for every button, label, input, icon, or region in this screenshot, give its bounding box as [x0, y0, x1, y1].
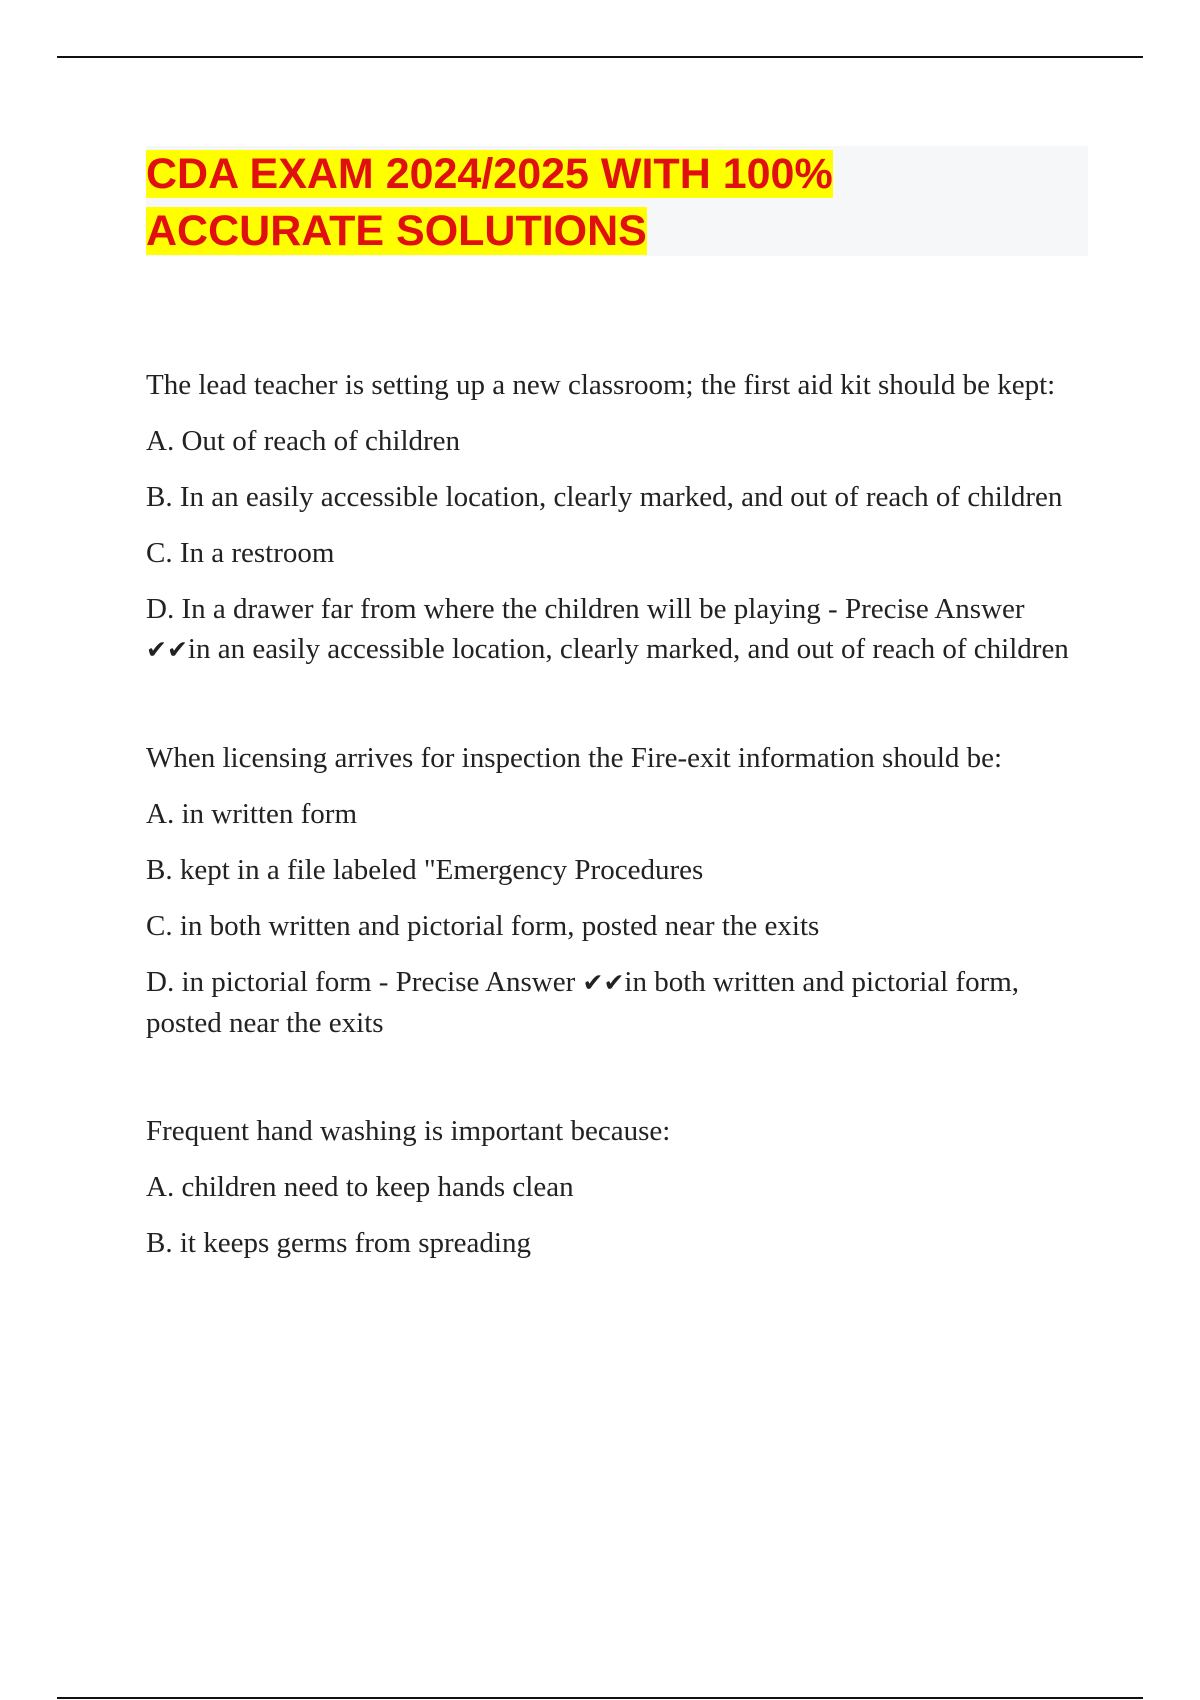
option-c: C. In a restroom	[146, 537, 335, 569]
title-line-2: ACCURATE SOLUTIONS	[146, 207, 647, 255]
check-mark-icon: ✔✔	[146, 635, 188, 664]
option-a: A. in written form	[146, 798, 358, 830]
precise-answer: in both written and pictorial form, posted near the exits	[146, 966, 1020, 1039]
question-text: The lead teacher is setting up a new classroom; the first aid kit should be kept:	[146, 369, 1056, 401]
title-line-1: CDA EXAM 2024/2025 WITH 100%	[146, 150, 833, 198]
question-3	[146, 1111, 1096, 1263]
option-d: D. in pictorial form - Precise Answer	[146, 966, 583, 998]
document-title	[146, 146, 1088, 260]
question-text: When licensing arrives for inspection the Fire-exit information should be:	[146, 742, 1003, 774]
option-b: B. it keeps germs from spreading	[146, 1227, 531, 1259]
option-d: D. In a drawer far from where the children will be playing - Precise Answer	[146, 593, 1025, 625]
question-list	[146, 365, 1096, 1279]
top-rule	[57, 56, 1143, 58]
precise-answer: in an easily accessible location, clearly marked, and out of reach of children	[187, 633, 1069, 665]
option-a: A. Out of reach of children	[146, 425, 461, 457]
bottom-rule	[57, 1697, 1143, 1699]
option-d-with-answer	[146, 962, 1096, 1043]
option-d-with-answer	[146, 589, 1096, 670]
question-1	[146, 365, 1096, 670]
title-block	[146, 146, 1088, 256]
check-mark-icon: ✔✔	[582, 968, 625, 997]
question-2	[146, 738, 1096, 1043]
option-b: B. kept in a file labeled "Emergency Procedures	[146, 854, 704, 886]
question-text: Frequent hand washing is important because:	[146, 1115, 671, 1147]
option-b: B. In an easily accessible location, clearly marked, and out of reach of children	[146, 481, 1063, 513]
option-a: A. children need to keep hands clean	[146, 1171, 574, 1203]
option-c: C. in both written and pictorial form, posted near the exits	[146, 910, 820, 942]
